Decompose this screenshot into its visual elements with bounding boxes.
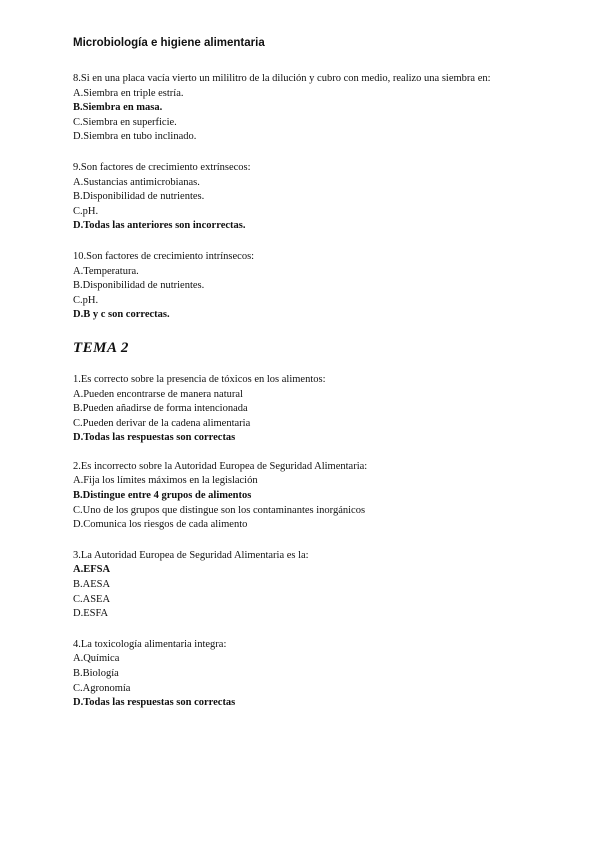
question-text: 10.Son factores de crecimiento intrínsecos: xyxy=(73,250,255,262)
answer-option: B.Biología xyxy=(73,668,119,679)
answer-option-correct: D.Todas las anteriores son incorrectas. xyxy=(73,220,246,232)
answer-option: D.Comunica los riesgos de cada alimento xyxy=(73,519,248,531)
answer-option: A.Temperatura. xyxy=(73,265,139,277)
answer-option: A.Fija los límites máximos en la legislación xyxy=(73,475,258,487)
question-block xyxy=(73,373,573,446)
question-text: 8.Si en una placa vacía vierto un mililitro de la dilución y cubro con medio, realizo una siembra en: xyxy=(73,73,491,84)
question-text: 9.Son factores de crecimiento extrínsecos: xyxy=(73,161,251,173)
answer-option: D.ESFA xyxy=(73,608,109,620)
answer-option: A.Siembra en triple estría. xyxy=(73,87,184,99)
answer-option: C.ASEA xyxy=(73,593,111,605)
question-block xyxy=(73,549,573,622)
answer-option-correct: D.Todas las respuestas son correctas xyxy=(73,432,236,444)
document-title: Microbiología e higiene alimentaria xyxy=(73,37,265,49)
answer-option-correct: A.EFSA xyxy=(73,564,111,576)
answer-option: C.Siembra en superficie. xyxy=(73,116,177,128)
question-block xyxy=(73,638,573,711)
answer-option: C.Pueden derivar de la cadena alimentaria xyxy=(73,417,251,429)
answer-option: D.Siembra en tubo inclinado. xyxy=(73,131,197,143)
question-text: 2.Es incorrecto sobre la Autoridad Europea de Seguridad Alimentaria: xyxy=(73,460,368,472)
question-block xyxy=(73,250,573,323)
answer-option: A.Química xyxy=(73,653,120,665)
answer-option-correct: B.Siembra en masa. xyxy=(73,102,163,114)
answer-option: C.Agronomía xyxy=(73,682,131,694)
question-text: 1.Es correcto sobre la presencia de tóxicos en los alimentos: xyxy=(73,373,326,385)
section-heading: TEMA 2 xyxy=(73,339,129,356)
answer-option-correct: D.Todas las respuestas son correctas xyxy=(73,697,236,709)
question-text: 3.La Autoridad Europea de Seguridad Alimentaria es la: xyxy=(73,549,309,561)
answer-option: B.Disponibilidad de nutrientes. xyxy=(73,191,205,203)
answer-option: A.Pueden encontrarse de manera natural xyxy=(73,388,243,400)
answer-option-correct: D.B y c son correctas. xyxy=(73,309,170,321)
answer-option: B.Disponibilidad de nutrientes. xyxy=(73,280,205,292)
question-block xyxy=(73,460,573,533)
document-page xyxy=(73,36,573,711)
answer-option: B.Pueden añadirse de forma intencionada xyxy=(73,403,248,415)
answer-option: B.AESA xyxy=(73,579,111,591)
answer-option: C.pH. xyxy=(73,294,99,306)
question-block xyxy=(73,161,573,234)
answer-option: A.Sustancias antimicrobianas. xyxy=(73,176,200,188)
question-block xyxy=(73,72,573,145)
answer-option: C.Uno de los grupos que distingue son los contaminantes inorgánicos xyxy=(73,504,366,516)
question-list xyxy=(73,72,573,711)
answer-option-correct: B.Distingue entre 4 grupos de alimentos xyxy=(73,490,252,502)
answer-option: C.pH. xyxy=(73,205,99,217)
question-text: 4.La toxicología alimentaria integra: xyxy=(73,638,227,650)
